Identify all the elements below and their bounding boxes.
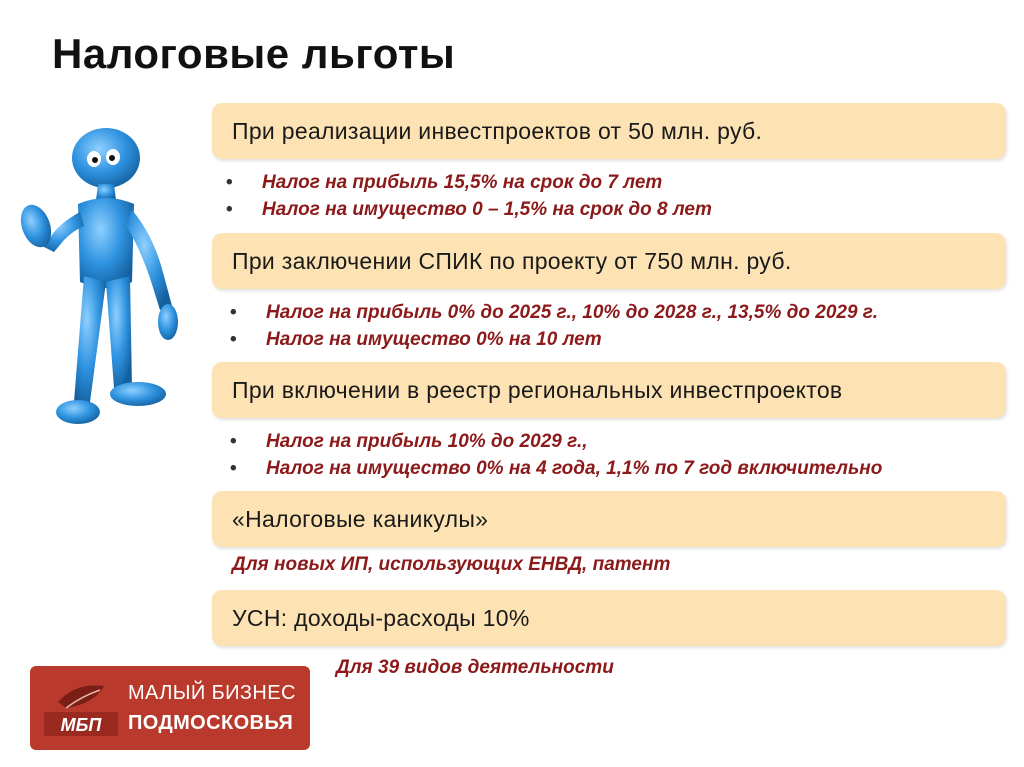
bullet-text: Налог на имущество 0 – 1,5% на срок до 8 лет — [262, 199, 712, 220]
bullet-text: Налог на прибыль 10% до 2029 г., — [266, 431, 588, 452]
list-item — [230, 329, 602, 351]
benefit-box-usn — [212, 590, 1006, 646]
benefit-note: Для 39 видов деятельности — [336, 657, 614, 678]
bullet-icon: • — [230, 302, 237, 323]
bullet-icon: • — [230, 431, 237, 452]
mbp-logo — [30, 666, 310, 750]
benefit-box-investprojects — [212, 103, 1006, 159]
list-item — [230, 431, 588, 453]
benefit-box-tax-holidays — [212, 491, 1006, 547]
bullet-text: Налог на прибыль 15,5% на срок до 7 лет — [262, 172, 663, 193]
bullet-icon: • — [226, 172, 233, 193]
logo-line-1: МАЛЫЙ БИЗНЕС — [128, 682, 296, 704]
bullet-text: Налог на имущество 0% на 4 года, 1,1% по 7 год включительно — [266, 458, 883, 479]
benefit-heading: «Налоговые каникулы» — [232, 506, 489, 532]
benefit-box-spik — [212, 233, 1006, 289]
page-title: Налоговые льготы — [52, 30, 456, 77]
logo-line-2: ПОДМОСКОВЬЯ — [128, 712, 294, 734]
benefit-box-regional-registry — [212, 362, 1006, 418]
list-item — [230, 458, 883, 480]
benefit-heading: При реализации инвестпроектов от 50 млн. руб. — [232, 118, 763, 144]
list-item — [226, 199, 712, 221]
bullet-text: Налог на имущество 0% на 10 лет — [266, 329, 602, 350]
benefit-heading: При включении в реестр региональных инвестпроектов — [232, 377, 843, 403]
bullet-text: Налог на прибыль 0% до 2025 г., 10% до 2028 г., 13,5% до 2029 г. — [266, 302, 878, 323]
bullet-icon: • — [226, 199, 233, 220]
blue-man-illustration-icon — [14, 126, 194, 430]
benefit-heading: УСН: доходы-расходы 10% — [232, 605, 530, 631]
bullet-icon: • — [230, 329, 237, 350]
benefit-heading: При заключении СПИК по проекту от 750 млн. руб. — [232, 248, 792, 274]
list-item — [230, 302, 878, 324]
benefit-note: Для новых ИП, использующих ЕНВД, патент — [232, 554, 671, 575]
logo-mark-text: МБП — [60, 715, 102, 735]
list-item — [226, 172, 663, 194]
leaf-logo-icon — [42, 678, 120, 738]
bullet-icon: • — [230, 458, 237, 479]
